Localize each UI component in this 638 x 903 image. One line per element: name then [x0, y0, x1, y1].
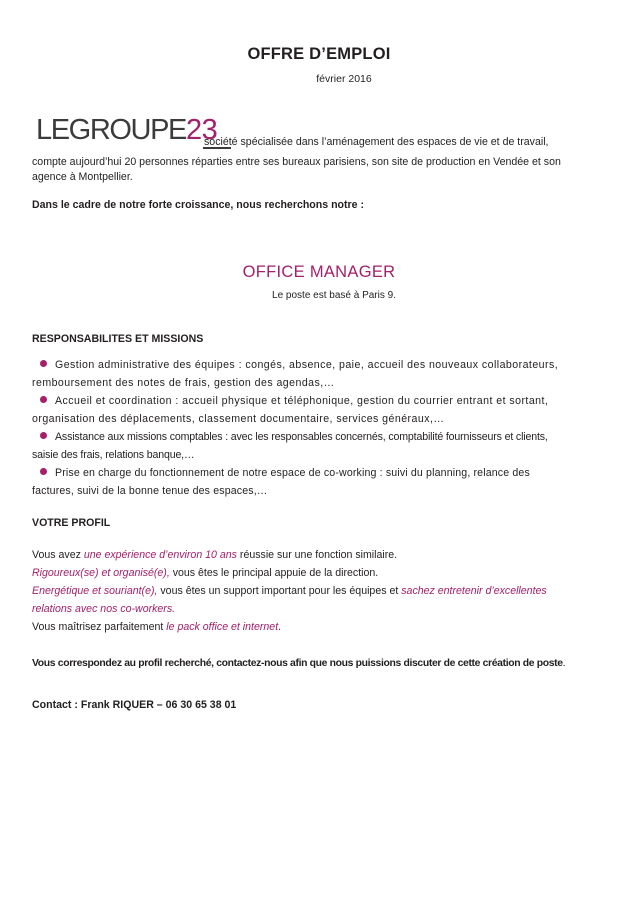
mission-line: Accueil et coordination : accueil physique et téléphonique, gestion du courrier entrant et sortant,: [55, 395, 549, 407]
profile-highlight: le pack office et internet: [166, 621, 279, 633]
mission-line: Prise en charge du fonctionnement de notre espace de co-working : suivi du planning, relance des: [55, 467, 530, 479]
profile-line: [32, 546, 612, 564]
mission-line: organisation des déplacements, classement documentaire, services généraux,…: [32, 413, 445, 425]
profile-line: [32, 600, 612, 618]
mission-item: [32, 428, 612, 464]
intro-line-2: compte aujourd’hui 20 personnes réparties entre ses bureaux parisiens, son site de production en Vendée et son: [32, 156, 561, 168]
mission-item: [32, 464, 612, 500]
job-location: Le poste est basé à Paris 9.: [272, 290, 396, 301]
mission-line: remboursement des notes de frais, gestion des agendas,…: [32, 377, 335, 389]
bullet-dot-icon: [40, 432, 47, 439]
intro-continuation: [32, 155, 612, 185]
profile-highlight: Energétique et souriant(e),: [32, 585, 158, 597]
mission-line: Assistance aux missions comptables : avec les responsables concernés, comptabilité fournisseurs et clients,: [55, 431, 548, 443]
profile-highlight: Rigoureux(se) et organisé(e),: [32, 567, 170, 579]
mission-line: Gestion administrative des équipes : congés, absence, paie, accueil des nouveaux collaborateurs,: [55, 359, 559, 371]
company-intro: [32, 113, 612, 185]
document-date: février 2016: [316, 73, 372, 85]
document-title: OFFRE D’EMPLOI: [247, 45, 391, 63]
profile-text-span: Vous avez: [32, 549, 84, 561]
profile-line: [32, 582, 612, 600]
profile-heading: VOTRE PROFIL: [32, 517, 111, 529]
profile-text-span: .: [278, 621, 282, 633]
profile-highlight: relations avec nos co-workers.: [32, 603, 176, 615]
profile-highlight: sachez entretenir d’excellentes: [401, 585, 547, 597]
closing-text: Vous correspondez au profil recherché, contactez-nous afin que nous puissions discuter de cette création de poste: [32, 658, 563, 669]
mission-item: [32, 392, 612, 428]
mission-item: [32, 356, 612, 392]
missions-list: [32, 356, 612, 500]
contact-line: Contact : Frank RIQUER – 06 30 65 38 01: [32, 699, 237, 711]
profile-text-span: vous êtes un support important pour les équipes et: [157, 585, 402, 597]
logo-number: 23: [185, 114, 218, 146]
closing-period: .: [562, 658, 566, 669]
profile-line: [32, 564, 612, 582]
mission-line: factures, suivi de la bonne tenue des espaces,…: [32, 485, 268, 497]
logo-row: [32, 113, 612, 155]
company-logo: [36, 113, 217, 147]
profile-line: [32, 618, 612, 636]
bullet-dot-icon: [40, 468, 47, 475]
profile-highlight: une expérience d’environ 10 ans: [83, 549, 237, 561]
profile-text-span: vous êtes le principal appuie de la direction.: [169, 567, 379, 579]
recruiting-line: Dans le cadre de notre forte croissance, nous recherchons notre :: [32, 199, 365, 211]
closing-statement: [32, 656, 612, 671]
bullet-dot-icon: [40, 360, 47, 367]
intro-line-1: société spécialisée dans l’aménagement des espaces de vie et de travail,: [204, 136, 549, 148]
intro-line-3: agence à Montpellier.: [32, 171, 133, 183]
profile-text-span: Vous maîtrisez parfaitement: [32, 621, 167, 633]
job-title: OFFICE MANAGER: [242, 263, 396, 281]
bullet-dot-icon: [40, 396, 47, 403]
profile-text-span: réussie sur une fonction similaire.: [236, 549, 398, 561]
logo-word: LEGROUPE: [36, 114, 186, 146]
mission-line: saisie des frais, relations banque,…: [32, 449, 195, 461]
profile-text: [32, 546, 612, 636]
missions-heading: RESPONSABILITES ET MISSIONS: [32, 333, 204, 345]
